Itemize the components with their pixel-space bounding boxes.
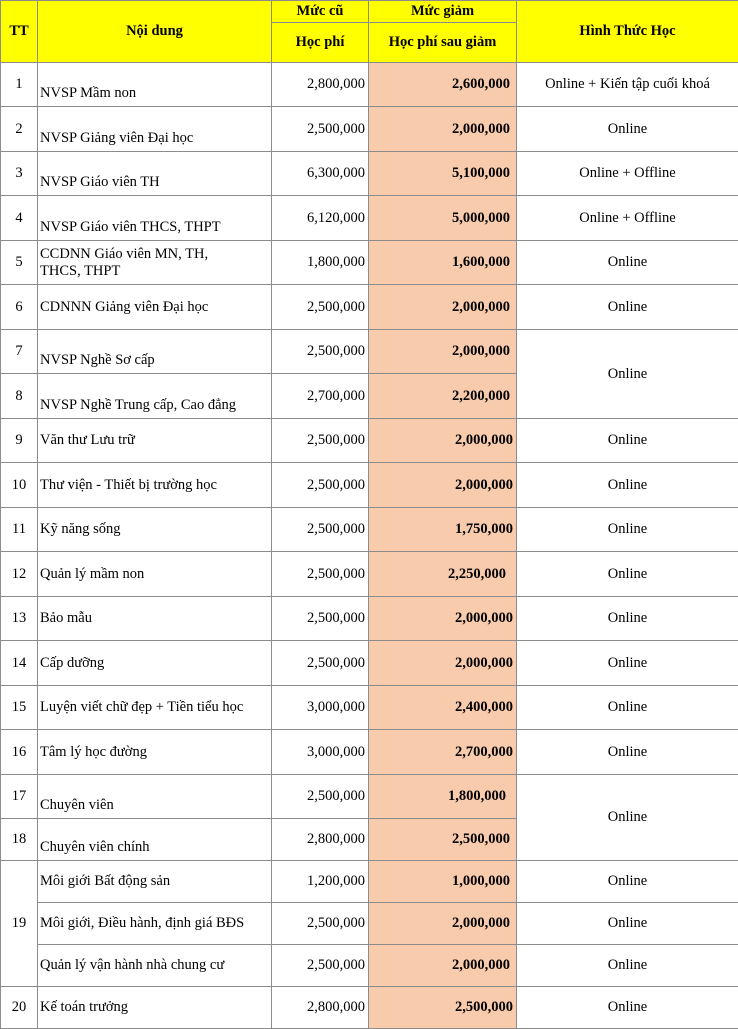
old-fee: 3,000,000	[272, 730, 369, 775]
header-hoc-phi: Học phí	[272, 23, 369, 63]
old-fee: 2,800,000	[272, 63, 369, 107]
row-number: 12	[1, 552, 38, 597]
old-fee: 2,500,000	[272, 597, 369, 641]
course-name: CDNNN Giảng viên Đại học	[38, 285, 272, 330]
old-fee: 2,500,000	[272, 419, 369, 463]
table-row	[1, 419, 738, 463]
course-name: Quản lý mầm non	[38, 552, 272, 597]
course-name: NVSP Nghề Sơ cấp	[38, 330, 272, 374]
table-row	[1, 861, 738, 903]
discounted-fee: 2,400,000	[369, 686, 517, 730]
table-row	[1, 552, 738, 597]
course-name-line: THCS, THPT	[40, 263, 269, 280]
course-name: NVSP Mầm non	[38, 63, 272, 107]
old-fee: 2,700,000	[272, 374, 369, 419]
old-fee: 1,800,000	[272, 241, 369, 285]
study-mode: Online	[517, 508, 738, 552]
table-row	[1, 987, 738, 1029]
old-fee: 3,000,000	[272, 686, 369, 730]
study-mode: Online	[517, 419, 738, 463]
discounted-fee: 2,000,000	[369, 641, 517, 686]
discounted-fee: 2,000,000	[369, 107, 517, 152]
table-row	[1, 641, 738, 686]
course-name: NVSP Nghề Trung cấp, Cao đẳng	[38, 374, 272, 419]
discounted-fee: 2,700,000	[369, 730, 517, 775]
discounted-fee: 2,000,000	[369, 285, 517, 330]
study-mode: Online	[517, 903, 738, 945]
row-number: 20	[1, 987, 38, 1029]
course-name: NVSP Giáo viên TH	[38, 152, 272, 196]
course-name: Chuyên viên chính	[38, 819, 272, 861]
study-mode: Online + Offline	[517, 152, 738, 196]
study-mode: Online	[517, 987, 738, 1029]
course-name: Kế toán trưởng	[38, 987, 272, 1029]
row-number: 11	[1, 508, 38, 552]
row-number: 15	[1, 686, 38, 730]
table-row	[1, 196, 738, 241]
study-mode: Online	[517, 330, 738, 419]
old-fee: 6,120,000	[272, 196, 369, 241]
row-number: 4	[1, 196, 38, 241]
discounted-fee: 2,000,000	[369, 419, 517, 463]
discounted-fee: 2,250,000	[369, 552, 517, 597]
row-number: 3	[1, 152, 38, 196]
course-name-line: CCDNN Giáo viên MN, TH,	[40, 246, 269, 263]
header-muc-cu: Mức cũ	[272, 1, 369, 23]
old-fee: 2,500,000	[272, 552, 369, 597]
table-row	[1, 463, 738, 508]
row-number: 9	[1, 419, 38, 463]
table-row	[1, 330, 738, 374]
study-mode: Online	[517, 107, 738, 152]
study-mode: Online	[517, 241, 738, 285]
course-name: Thư viện - Thiết bị trường học	[38, 463, 272, 508]
header-hinh-thuc-hoc: Hình Thức Học	[517, 1, 738, 63]
discounted-fee: 2,600,000	[369, 63, 517, 107]
discounted-fee: 1,750,000	[369, 508, 517, 552]
course-name: Tâm lý học đường	[38, 730, 272, 775]
table-row	[1, 945, 738, 987]
row-number: 2	[1, 107, 38, 152]
study-mode: Online	[517, 861, 738, 903]
study-mode: Online	[517, 686, 738, 730]
study-mode: Online	[517, 552, 738, 597]
study-mode: Online	[517, 597, 738, 641]
header-row	[1, 1, 738, 23]
old-fee: 2,800,000	[272, 819, 369, 861]
course-name: Chuyên viên	[38, 775, 272, 819]
header-noi-dung: Nội dung	[38, 1, 272, 63]
row-number: 10	[1, 463, 38, 508]
discounted-fee: 2,000,000	[369, 945, 517, 987]
discounted-fee: 2,000,000	[369, 903, 517, 945]
course-name: NVSP Giảng viên Đại học	[38, 107, 272, 152]
row-number: 7	[1, 330, 38, 374]
table-row	[1, 903, 738, 945]
header-tt: TT	[1, 1, 38, 63]
study-mode: Online	[517, 463, 738, 508]
old-fee: 2,500,000	[272, 463, 369, 508]
discounted-fee: 1,000,000	[369, 861, 517, 903]
discounted-fee: 2,500,000	[369, 987, 517, 1029]
table-row	[1, 775, 738, 819]
table-row	[1, 63, 738, 107]
study-mode: Online	[517, 775, 738, 861]
study-mode: Online	[517, 285, 738, 330]
row-number: 13	[1, 597, 38, 641]
study-mode: Online	[517, 730, 738, 775]
old-fee: 2,500,000	[272, 107, 369, 152]
old-fee: 2,500,000	[272, 945, 369, 987]
row-number: 1	[1, 63, 38, 107]
discounted-fee: 5,100,000	[369, 152, 517, 196]
old-fee: 2,800,000	[272, 987, 369, 1029]
table-row	[1, 241, 738, 285]
course-name: Cấp dưỡng	[38, 641, 272, 686]
discounted-fee: 2,500,000	[369, 819, 517, 861]
course-name: NVSP Giáo viên THCS, THPT	[38, 196, 272, 241]
discounted-fee: 1,600,000	[369, 241, 517, 285]
row-number: 8	[1, 374, 38, 419]
row-number: 14	[1, 641, 38, 686]
row-number: 5	[1, 241, 38, 285]
header-hoc-phi-sau-giam: Học phí sau giảm	[369, 23, 517, 63]
discounted-fee: 2,000,000	[369, 597, 517, 641]
course-name: Văn thư Lưu trữ	[38, 419, 272, 463]
course-name: Kỹ năng sống	[38, 508, 272, 552]
course-name: Bảo mẫu	[38, 597, 272, 641]
header-muc-giam: Mức giảm	[369, 1, 517, 23]
row-number: 17	[1, 775, 38, 819]
table-row	[1, 686, 738, 730]
discounted-fee: 2,000,000	[369, 463, 517, 508]
row-number: 16	[1, 730, 38, 775]
old-fee: 2,500,000	[272, 508, 369, 552]
old-fee: 1,200,000	[272, 861, 369, 903]
old-fee: 2,500,000	[272, 330, 369, 374]
old-fee: 2,500,000	[272, 285, 369, 330]
table-row	[1, 107, 738, 152]
study-mode: Online	[517, 641, 738, 686]
old-fee: 6,300,000	[272, 152, 369, 196]
discounted-fee: 5,000,000	[369, 196, 517, 241]
old-fee: 2,500,000	[272, 775, 369, 819]
old-fee: 2,500,000	[272, 641, 369, 686]
row-number: 19	[1, 861, 38, 987]
table-row	[1, 508, 738, 552]
course-name: Môi giới Bất động sản	[38, 861, 272, 903]
table-row	[1, 597, 738, 641]
old-fee: 2,500,000	[272, 903, 369, 945]
discounted-fee: 1,800,000	[369, 775, 517, 819]
row-number: 6	[1, 285, 38, 330]
study-mode: Online + Kiến tập cuối khoá	[517, 63, 738, 107]
table-row	[1, 285, 738, 330]
row-number: 18	[1, 819, 38, 861]
study-mode: Online + Offline	[517, 196, 738, 241]
discounted-fee: 2,200,000	[369, 374, 517, 419]
study-mode: Online	[517, 945, 738, 987]
course-name	[38, 241, 272, 285]
table-row	[1, 152, 738, 196]
table-row	[1, 730, 738, 775]
course-name: Quản lý vận hành nhà chung cư	[38, 945, 272, 987]
discounted-fee: 2,000,000	[369, 330, 517, 374]
course-name: Môi giới, Điều hành, định giá BĐS	[38, 903, 272, 945]
course-name: Luyện viết chữ đẹp + Tiền tiểu học	[38, 686, 272, 730]
